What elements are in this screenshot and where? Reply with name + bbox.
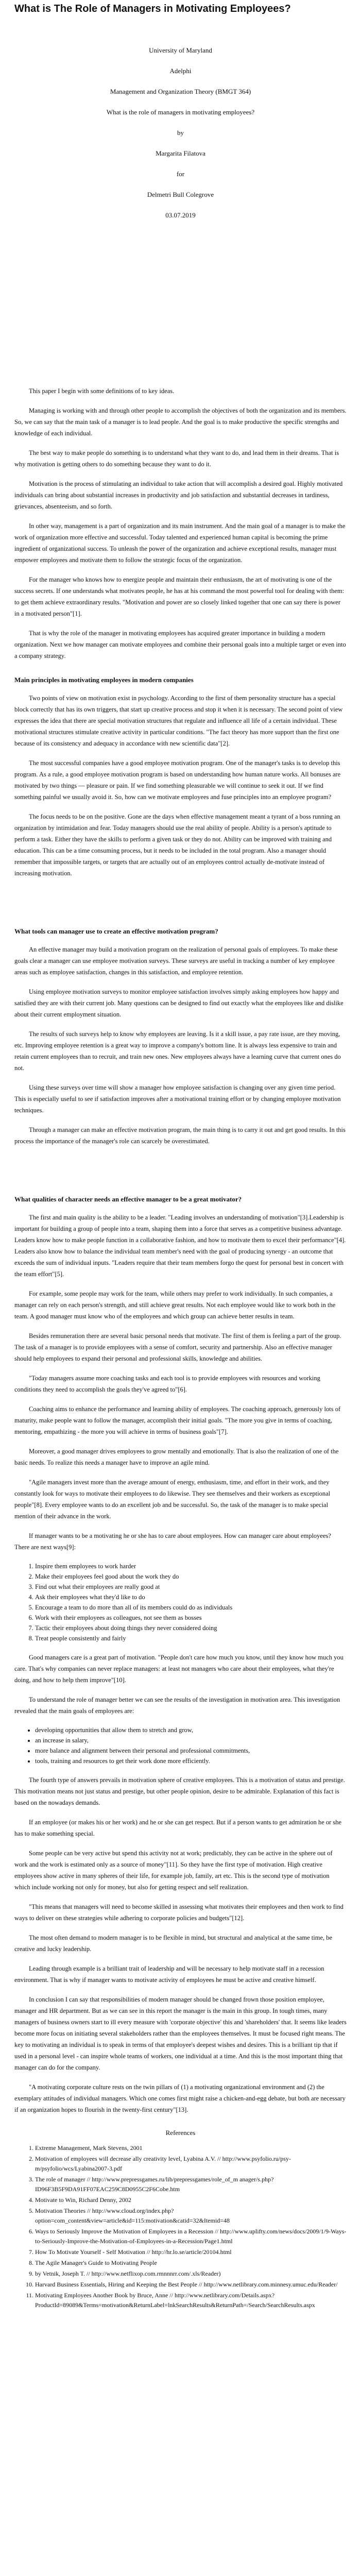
section-heading: What tools can manager use to create an effective motivation program? [14, 927, 218, 935]
paragraph: The results of such surveys help to know why employees are leaving. Is it a skill issue, a pay rate issue, are they moving, etc. Improving employee retention is a great way to improve a company's bottom line. It is always less expensive to train and retain current employees than to recruit, and train new ones. New employees always have a learning curve that current ones do not. [14, 1030, 341, 1072]
paragraph: Coaching aims to enhance the performance and learning ability of employees. The coaching approach, generously lots of maturity, make people want to follow the manager, accomplish their initial goals. "The more you give in terms of coaching, mentoring, empathizing - the more you will achieve in terms of business goals"[7]. [14, 1405, 341, 1435]
body-section [14, 385, 347, 2310]
paragraph: If an employee (or makes his or her work) and he or she can get respect. But if a person wants to get admiration he or she has to make something special. [14, 1819, 342, 1837]
paragraph: Managing is working with and through other people to accomplish the objectives of both the organization and its members. So, we can say that the main task of a manager is to lead people. And the goal is to make productive the specific strengths and knowledge of each individual. [14, 407, 347, 437]
list-item: 4. Ask their employees what they'd like to do [35, 1592, 347, 1602]
paragraph: For example, some people may work for the team, while others may prefer to work individually. In such companies, a manager can rely on each person's strength, and still achieve great results. Not each employee would like to work both in the team. A good manager must know who of the employees and which group can achieve better results in team. [14, 1290, 336, 1320]
section-heading: Main principles in motivating employees in modern companies [14, 676, 194, 684]
list-item: • more balance and alignment between their personal and professional commitments, [35, 1745, 347, 1756]
cover-instructor: Delmetri Bull Colegrove [147, 191, 214, 198]
paragraph: Besides remuneration there are several basic personal needs that motivate. The first of them is feeling a part of the group. The task of a manager is to provide employees with a sense of comfort, security and partnership. Also an effective manager should help employees to expand their personal and professional skills, knowledge and abilities. [14, 1332, 341, 1362]
cover-course: Management and Organization Theory (BMGT 364) [110, 88, 251, 95]
paragraph: For the manager who knows how to energize people and maintain their enthusiasm, the art of motivating is one of the success secrets. If one understands what motivates people, he has at his command the most powerful tool for dealing with them: to get them achieve extraordinary results. "Motivation and power are so closely linked together that one can say there is power in a motivated person"[1]. [14, 576, 345, 617]
reference-item: 6. Ways to Seriously Improve the Motivation of Employees in a Recession // http://www.uplifty.com/news/docs/2009/1/9-Ways-to-Seriously-Improve-the-Motivation-of-Employees-in-a-Recession/Page1.html [35, 2227, 347, 2246]
cover-by: by [177, 129, 184, 137]
paragraph: The fourth type of answers prevails in motivation sphere of creative employees. This is a motivation of status and prestige. This motivation means not just status and prestige, but other people opinion, desire to be admirable. Explanation of this fact is based on the nowadays demands. [14, 1776, 345, 1806]
list-item: 5. Encourage a team to do more than all of its members could do as individuals [35, 1602, 347, 1613]
paragraph: Good managers care is a great part of motivation. "People don't care how much you know, until they know how much you care. That's why companies can never replace managers: at least not managers who care about their employees, what they're doing, and how to help them improve"[10]. [14, 1654, 343, 1684]
section-heading: What qualities of character needs an effective manager to be a great motivator? [14, 1195, 242, 1203]
paragraph: "Agile managers invest more than the average amount of energy, enthusiasm, time, and effort in their work, and they constantly look for ways to motivate their employees to do likewise. They see themselves and their workers as exceptional people"[8]. Every employee wants to do an excellent job and be successful. So, the task of the manager is to make special mention of their advance in the work. [14, 1479, 331, 1520]
list-item: 6. Work with their employees as colleagues, not see them as bosses [35, 1613, 347, 1623]
list-item: • tools, training and resources to get their work done more efficiently. [35, 1756, 347, 1766]
paragraph: Motivation is the process of stimulating an individual to take action that will accomplish a desired goal. Highly motivated individuals can bring about substantial increases in productivity and job satisfaction and substantial decreases in tardiness, grievances, absenteeism, and so forth. [14, 480, 343, 510]
cover-for: for [176, 170, 185, 178]
paragraph: If manager wants to be a motivating he or she has to care about employees. How can manager care about employees? There are next ways[9]: [14, 1532, 331, 1551]
list-item: 2. Make their employees feel good about the work they do [35, 1571, 347, 1582]
paragraph: "A motivating corporate culture rests on the twin pillars of (1) a motivating organizational environment and (2) the exemplary attitudes of individual managers. Which one comes first might raise a chicken-and-egg debate, but both are necessary if an organization hopes to flourish in the twenty-first century"[13]. [14, 2083, 346, 2113]
cover-university: University of Maryland [149, 46, 212, 54]
cover-author: Margarita Filatova [156, 149, 205, 157]
paragraph: "Today managers assume more coaching tasks and each tool is to provide employees with resources and working conditions they need to accomplish the goals they've agreed to"[6]. [14, 1375, 320, 1393]
paragraph: Through a manager can make an effective motivation program, the main thing is to carry it out and get good results. In this process the importance of the manager's role can scarcely be overestimated. [14, 1126, 346, 1145]
list-item: 3. Find out what their employees are really good at [35, 1582, 347, 1592]
references-list [14, 2143, 347, 2310]
paragraph: The most successful companies have a good employee motivation program. One of the manager's tasks is to develop this program. As a rule, a good employee motivation program is based on understanding how human nature works. All bonuses are motivated by two things — pleasure or pain. If we find something pleasurable we will continue to seek it out. If we find something painful we usually avoid it. So, how can we motivate employees and fuse principles into an employee program? [14, 759, 341, 801]
list-item: • developing opportunities that allow them to stretch and grow, [35, 1725, 347, 1735]
paragraph: Using employee motivation surveys to monitor employee satisfaction involves simply asking employees how happy and satisfied they are with their current job. Many questions can be designed to find out exactly what the employees like and dislike about their current employment situation. [14, 988, 343, 1018]
paragraph: Using these surveys over time will show a manager how employee satisfaction is changing over any given time period. This is especially useful to see if satisfaction improves after a motivational training effort or by changing employee motivation techniques. [14, 1084, 341, 1114]
paragraph: In other way, management is a part of organization and its main instrument. And the main goal of a manager is to make the work of organization more effective and successful. Today talented and experienced human capital is becoming the prime ingredient of organizational success. To unleash the power of the organization and achieve exceptional results, manager must empower employees and motivate them to follow the strategic focus of the organization. [14, 522, 346, 564]
goals-list [14, 1725, 347, 1766]
reference-item: 5. Motivation Theories // http://www.cloud.org/index.php?option=com_content&view=article&id=115:motivation&catid=32&Itemid=48 [35, 2206, 347, 2226]
reference-item: 1. Extreme Management, Mark Stevens, 2001 [35, 2143, 347, 2153]
list-item: 1. Inspire them employees to work harder [35, 1561, 347, 1571]
paragraph: Leading through example is a brilliant trait of leadership and will be necessary to help motivate staff in a recession environment. That is why if manager wants to motivate activity of employees he must be active and creative himself. [14, 1965, 324, 1984]
section-gap [14, 887, 347, 913]
paragraph: Some people can be very active but spend this activity not at work; predictably, they can be active in the sphere out of work and the work is estimated only as a source of money"[11]. So they have the first type of motivation. High creative employees show active in many spheres of their life, for example job, family, art etc. This is the second type of motivation which include working not only for money, but also for getting respect and self realization. [14, 1850, 333, 1891]
paragraph: To understand the role of manager better we can see the results of the investigation in motivation area. This investigation revealed that the main goals of employees are: [14, 1696, 340, 1715]
care-list [14, 1561, 347, 1643]
document-title: What is The Role of Managers in Motivating Employees? [14, 3, 291, 14]
paragraph: The most often demand to modern manager is to be flexible in mind, but structural and analytical at the same time, be creative and lucky leadership. [14, 1934, 333, 1953]
paragraph: The focus needs to be on the positive. Gone are the days when effective management meant a tyrant of a boss running an organization by intimidation and fear. Today managers should use the real ability of people. Ability is a person's aptitude to perform a task. Either they have the skills to perform a given task or they do not. Ability can be improved with training and education. This can be a time consuming process, but it needs to be included in the total program. Also a manager should remember that impossible targets, or targets that are actually out of an employees control actually de-motivate instead of increasing motivation. [14, 813, 340, 877]
paragraph: An effective manager may build a motivation program on the realization of personal goals of employees. To make these goals clear a manager can use employee motivation surveys. These surveys are useful in tracking a number of key employee areas such as employee satisfaction, changes in this satisfaction, and employee retention. [14, 946, 338, 976]
cover-date: 03.07.2019 [165, 211, 196, 219]
list-item: 7. Tactic their employees about doing things they never considered doing [35, 1623, 347, 1633]
cover-block [14, 45, 347, 221]
paragraph: The best way to make people do something is to understand what they want to do, and lead them in their dreams. That is why motivation is getting others to do something because they want to do it. [14, 449, 339, 468]
reference-item: 11. Motivating Employees Another Book by Bruce, Anne // http://www.netlibrary.com/Details.aspx?ProductId=89089&Terms=motivation&ReturnLabel=lnkSearchResults&ReturnPath=/Search/SearchResults.aspx [35, 2291, 347, 2310]
list-item: 8. Treat people consistently and fairly [35, 1633, 347, 1643]
reference-item: 4. Motivate to Win, Richard Denny, 2002 [35, 2195, 347, 2205]
section-gap [14, 1155, 347, 1181]
reference-item: 3. The role of manager // http://www.prepressgames.ru/lib/prepressgames/role_of_m anager/s.php?ID96F3B5F9DA91FF07EAC259C8D0955C2F6Cobe.htm [35, 2175, 347, 2194]
reference-item: 7. How To Motivate Yourself - Self Motivation // http://hr.lo.se/article/20104.html [35, 2247, 347, 2257]
paragraph: In conclusion I can say that responsibilities of modern manager should be changed frown those position employee, manager and HR department. But as we can see in this report the manager is the main in this group. In tough times, many managers of business owners start to ill every measure with 'corporate objective' this and 'shareholders' that. It seems like leaders become more focus on initiating several stakeholders rather than the employees themselves. It must be focused right means. The key to motivating an individual is to speak in terms of that employee's deepest wishes and desires. This is a brilliant tip that if used in a personal level - can inspire whole teams of workers, one individual at a time. And this is the most important thing that manager can do for the company. [14, 1996, 347, 2071]
reference-item: 10. Harvard Business Essentials, Hiring and Keeping the Best People // http://www.netlibrary.com.minnesy.umuc.edu/Reader/ [35, 2280, 347, 2290]
list-item: • an increase in salary, [35, 1735, 347, 1745]
paragraph: Moreover, a good manager drives employees to grow mentally and emotionally. That is also the realization of one of the basic needs. To realize this needs a manager have to improve an agile mind. [14, 1448, 339, 1466]
cover-school: Adelphi [169, 67, 192, 75]
paragraph: Two points of view on motivation exist in psychology. According to the first of them personality structure has a special block correctly that has its own triggers, that start up creative process and stop it when it is necessary. The second point of view expresses the idea that there are special motivation structures that regulate and influence all life of a certain individual. These motivational structures stimulate creative activity in particular conditions. "The fact theory has more support than the first one because of its consistency and adequacy in accordance with new scientific data"[2]. [14, 694, 343, 747]
paragraph: The first and main quality is the ability to be a leader. "Leading involves an understanding of motivation"[3].Leadership is important for building a group of people into a team, shaping them into a force that serves as a competitive business advantage. Leaders know how to make people function in a collaborative fashion, and how to motivate them to excel their performance"[4]. Leaders also know how to balance the individual team member's need with the goal of producing synergy - an outcome that exceeds the sum of individual inputs. "Leaders require that their team members forgo the quest for personal best in concert with the team effort"[5]. [14, 1214, 346, 1278]
paragraph: This paper I begin with some definitions of to key ideas. [29, 387, 175, 395]
paragraph: That is why the role of the manager in motivating employees has acquired greater importance in building a modern organization. Next we how manager can motivate employees and combine their personal goals into a multiple target or even into a company strategy. [14, 630, 346, 659]
paragraph: "This means that managers will need to become skilled in assessing what motivates their employees and then work to find ways to deliver on these strategies while adhering to corporate policies and budgets"[12]. [14, 1903, 343, 1922]
cover-topic: What is the role of managers in motivating employees? [106, 108, 255, 116]
reference-item: 8. The Agile Manager's Guide to Motivating People [35, 2258, 347, 2268]
references-title: References [165, 2129, 196, 2137]
reference-item: 2. Motivation of employees will decrease ally creativity level, Lyabina A.V. // http://www.psyfolio.ru/psy-m/psyfolio/wcs/Lyabina2007-3.pdf [35, 2154, 347, 2174]
reference-item: 9. by Vetnik, Joseph T. // http://www.netflixop.com.rmnnnrr.com/.xls/Reader) [35, 2269, 347, 2279]
